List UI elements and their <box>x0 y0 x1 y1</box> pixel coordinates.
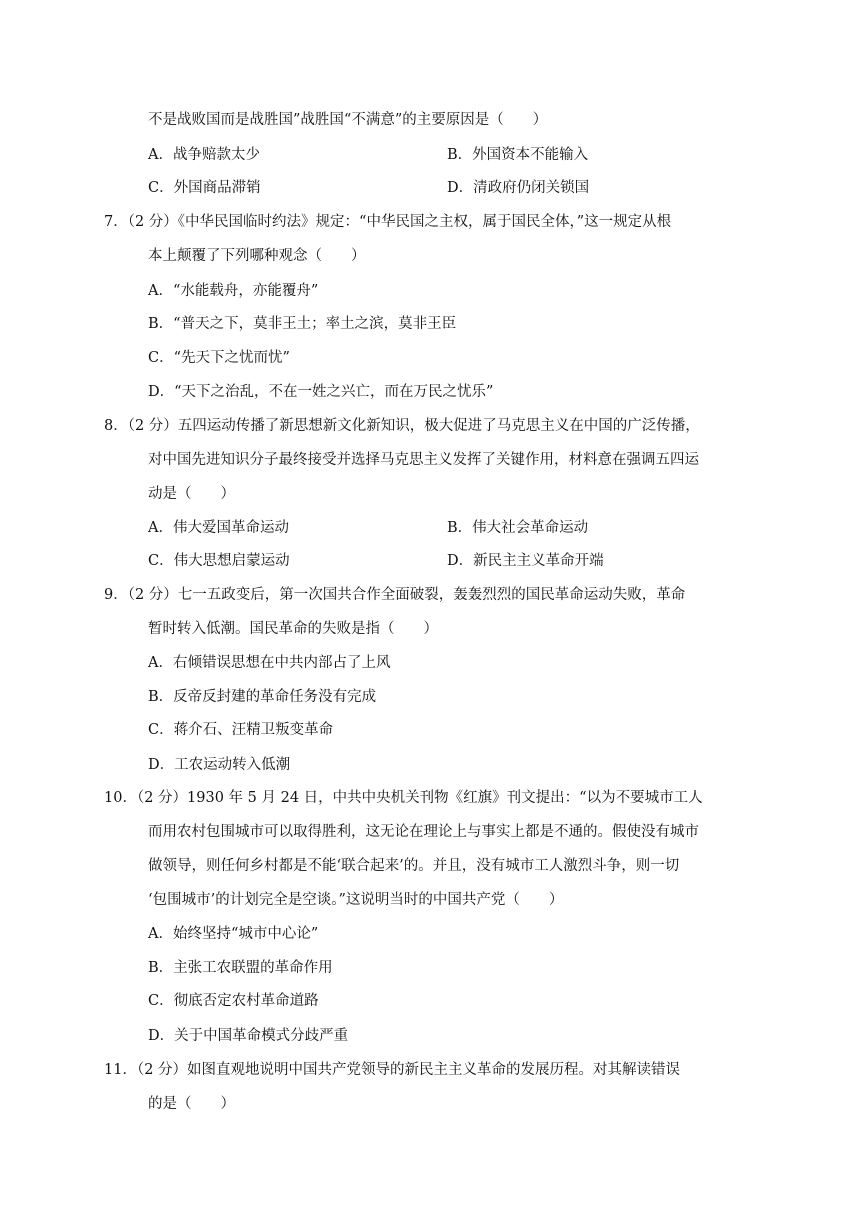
q10-option-b: B．主张工农联盟的革命作用 <box>148 960 333 976</box>
q8-stem-line2: 对中国先进知识分子最终接受并选择马克思主义发挥了关键作用，材料意在强调五四运 <box>148 452 699 468</box>
q11-stem-line2: 的是（ ） <box>148 1096 235 1112</box>
q8-option-d: D．新民主主义革命开端 <box>447 553 604 569</box>
q7-stem-line1: 7．（2 分）《中华民国临时约法》规定：“中华民国之主权，属于国民全体，”这一规定从根 <box>104 214 672 230</box>
q9-option-a: A．右倾错误思想在中共内部占了上风 <box>148 655 391 671</box>
q8-stem-line3: 动是（ ） <box>148 486 235 502</box>
q10-stem-line1: 10．（2 分）1930 年 5 月 24 日，中共中央机关刊物《红旗》刊文提出：“以为不要城市工人 <box>104 790 703 806</box>
q10-option-d: D．关于中国革命模式分歧严重 <box>148 1028 349 1044</box>
q6-option-c: C．外国商品滞销 <box>148 180 261 196</box>
q6-option-a: A．战争赔款太少 <box>148 147 260 163</box>
q10-option-a: A．始终坚持“城市中心论” <box>148 926 319 942</box>
q10-stem-line2: 而用农村包围城市可以取得胜利，这无论在理论上与事实上都是不通的。假使没有城市 <box>148 824 699 840</box>
q7-stem-line2: 本上颠覆了下列哪种观念（ ） <box>148 248 366 264</box>
q8-option-c: C．伟大思想启蒙运动 <box>148 553 290 569</box>
q10-option-c: C．彻底否定农村革命道路 <box>148 993 319 1009</box>
q9-option-b: B．反帝反封建的革命任务没有完成 <box>148 689 377 705</box>
q9-option-c: C．蒋介石、汪精卫叛变革命 <box>148 722 334 738</box>
q10-stem-line4: ‘包围城市’的计划完全是空谈。”这说明当时的中国共产党（ ） <box>148 892 564 908</box>
q8-option-a: A．伟大爱国革命运动 <box>148 520 289 536</box>
q11-stem-line1: 11．（2 分）如图直观地说明中国共产党领导的新民主主义革命的发展历程。对其解读错误 <box>104 1062 681 1078</box>
q9-option-d: D．工农运动转入低潮 <box>148 757 291 773</box>
q6-option-b: B．外国资本不能输入 <box>447 147 589 163</box>
q8-option-b: B．伟大社会革命运动 <box>447 520 589 536</box>
q7-option-c: C．“先天下之忧而忧” <box>148 350 290 366</box>
q7-option-a: A．“水能载舟，亦能覆舟” <box>148 283 319 299</box>
q7-option-d: D．“天下之治乱，不在一姓之兴亡，而在万民之忧乐” <box>148 384 494 400</box>
q10-stem-line3: 做领导，则任何乡村都是不能‘联合起来’的。并且，没有城市工人激烈斗争，则一切 <box>148 858 680 874</box>
q6-stem-tail: 不是战败国而是战胜国”战胜国“不满意”的主要原因是（ ） <box>148 112 548 128</box>
q9-stem-line2: 暂时转入低潮。国民革命的失败是指（ ） <box>148 621 438 637</box>
q7-option-b: B．“普天之下，莫非王土；率土之滨，莫非王臣 <box>148 316 457 332</box>
q8-stem-line1: 8．（2 分）五四运动传播了新思想新文化新知识，极大促进了马克思主义在中国的广泛传播， <box>104 418 700 434</box>
q9-stem-line1: 9．（2 分）七一五政变后，第一次国共合作全面破裂，轰轰烈烈的国民革命运动失败，革命 <box>104 587 686 603</box>
q6-option-d: D．清政府仍闭关锁国 <box>447 180 590 196</box>
